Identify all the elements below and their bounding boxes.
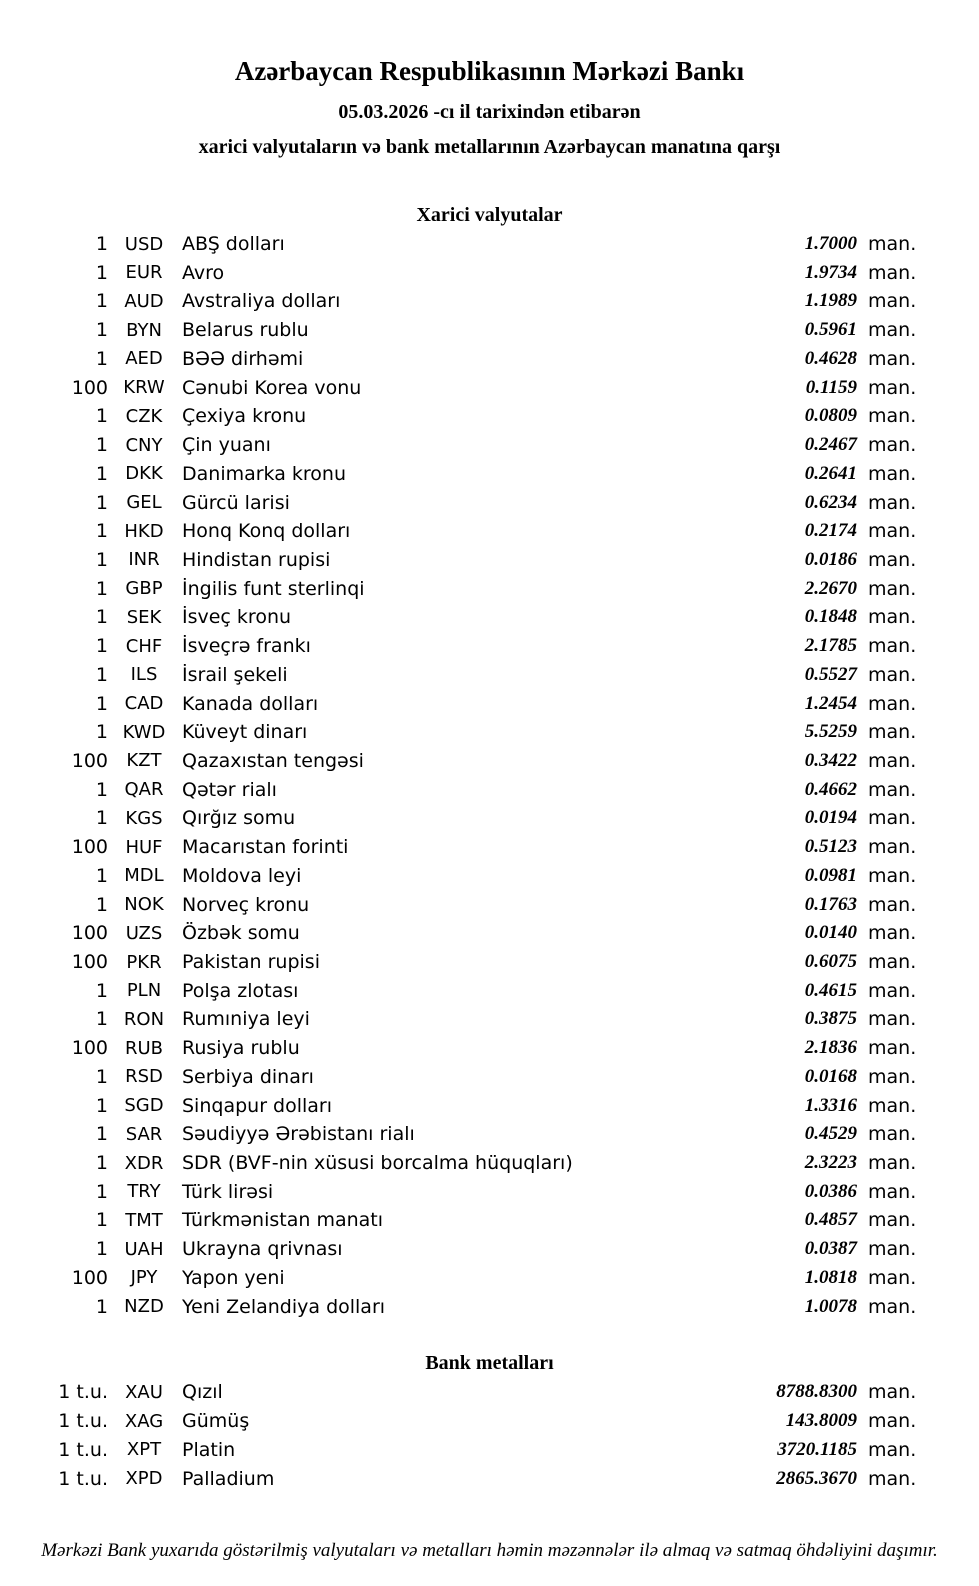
code-cell: INR xyxy=(128,549,160,571)
name-cell: Platin xyxy=(182,1438,236,1461)
table-row xyxy=(0,1149,923,1178)
table-row xyxy=(0,574,923,603)
name-cell: Küveyt dinarı xyxy=(182,721,308,744)
rate-cell: 0.0981 xyxy=(804,864,857,886)
name-cell: Serbiya dinarı xyxy=(182,1065,314,1088)
code-cell: RSD xyxy=(125,1066,163,1088)
name-cell: Polşa zlotası xyxy=(182,979,299,1002)
quantity-cell: 1 xyxy=(95,434,108,457)
name-cell: Palladium xyxy=(182,1467,275,1490)
quantity-cell: 100 xyxy=(71,922,108,945)
table-row xyxy=(0,1005,923,1034)
name-cell: Rumıniya leyi xyxy=(182,1008,310,1031)
name-cell: Belarus rublu xyxy=(182,319,309,342)
name-cell: Yapon yeni xyxy=(182,1266,285,1289)
table-row xyxy=(0,373,923,402)
code-cell: UZS xyxy=(125,922,163,944)
code-cell: GEL xyxy=(126,492,162,514)
table-row xyxy=(0,1464,923,1493)
unit-cell: man. xyxy=(868,778,917,801)
rate-cell: 0.6075 xyxy=(804,951,857,973)
quantity-cell: 1 xyxy=(95,692,108,715)
currency-rate-table xyxy=(0,230,979,1321)
name-cell: Hindistan rupisi xyxy=(182,548,331,571)
quantity-cell: 1 xyxy=(95,1238,108,1261)
table-row xyxy=(0,1264,923,1293)
table-row xyxy=(0,287,923,316)
quantity-cell: 100 xyxy=(71,1037,108,1060)
rate-cell: 0.2641 xyxy=(804,462,857,484)
page-title: Azərbaycan Respublikasının Mərkəzi Bankı xyxy=(234,56,745,86)
code-cell: JPY xyxy=(130,1267,158,1289)
code-cell: EUR xyxy=(125,262,163,284)
unit-cell: man. xyxy=(868,405,917,428)
name-cell: İsveçrə frankı xyxy=(182,635,311,658)
rate-cell: 1.1989 xyxy=(804,290,857,312)
code-cell: NZD xyxy=(124,1296,164,1318)
code-cell: HUF xyxy=(125,836,163,858)
rate-cell: 0.0194 xyxy=(804,807,857,829)
code-cell: RUB xyxy=(124,1037,164,1059)
table-row xyxy=(0,1206,923,1235)
table-row xyxy=(0,258,923,287)
quantity-cell: 1 xyxy=(95,1094,108,1117)
name-cell: Qızıl xyxy=(182,1381,223,1404)
table-row xyxy=(0,431,923,460)
code-cell: ILS xyxy=(130,664,158,686)
table-row xyxy=(0,402,923,431)
code-cell: BYN xyxy=(126,319,162,341)
unit-cell: man. xyxy=(868,864,917,887)
unit-cell: man. xyxy=(868,376,917,399)
table-row xyxy=(0,718,923,747)
code-cell: AUD xyxy=(124,290,164,312)
table-row xyxy=(0,1091,923,1120)
unit-cell: man. xyxy=(868,635,917,658)
rate-cell: 0.4615 xyxy=(804,979,857,1001)
name-cell: Rusiya rublu xyxy=(182,1037,300,1060)
quantity-cell: 1 xyxy=(95,1209,108,1232)
unit-cell: man. xyxy=(868,1094,917,1117)
name-cell: Ukrayna qrivnası xyxy=(182,1238,343,1261)
unit-cell: man. xyxy=(868,721,917,744)
unit-cell: man. xyxy=(868,462,917,485)
name-cell: Norveç kronu xyxy=(182,893,310,916)
code-cell: TMT xyxy=(125,1209,163,1231)
code-cell: TRY xyxy=(127,1181,161,1203)
rate-cell: 2.2670 xyxy=(804,577,857,599)
code-cell: NOK xyxy=(124,894,164,916)
unit-cell: man. xyxy=(868,1123,917,1146)
unit-cell: man. xyxy=(868,951,917,974)
unit-cell: man. xyxy=(868,577,917,600)
table-row xyxy=(0,546,923,575)
quantity-cell: 1 xyxy=(95,1123,108,1146)
name-cell: Türk lirəsi xyxy=(182,1180,274,1203)
quantity-cell: 100 xyxy=(71,1266,108,1289)
table-row xyxy=(0,1435,923,1464)
unit-cell: man. xyxy=(868,319,917,342)
quantity-cell: 1 xyxy=(95,520,108,543)
name-cell: Pakistan rupisi xyxy=(182,951,320,974)
unit-cell: man. xyxy=(868,922,917,945)
unit-cell: man. xyxy=(868,434,917,457)
rate-cell: 0.1848 xyxy=(804,606,857,628)
quantity-cell: 1 xyxy=(95,635,108,658)
subtitle: xarici valyutaların və bank metallarının Azərbaycan manatına qarşı xyxy=(198,135,781,158)
code-cell: PLN xyxy=(126,980,162,1002)
rate-cell: 0.3875 xyxy=(804,1008,857,1030)
quantity-cell: 1 xyxy=(95,807,108,830)
rate-cell: 0.1159 xyxy=(805,376,857,398)
rate-cell: 0.5123 xyxy=(804,836,857,858)
code-cell: USD xyxy=(124,233,164,255)
table-row xyxy=(0,775,923,804)
table-row xyxy=(0,804,923,833)
table-row xyxy=(0,890,923,919)
name-cell: SDR (BVF-nin xüsusi borcalma hüquqları) xyxy=(182,1152,573,1175)
code-cell: XPT xyxy=(126,1439,162,1461)
name-cell: Qazaxıstan tengəsi xyxy=(182,749,364,772)
quantity-cell: 1 xyxy=(95,663,108,686)
unit-cell: man. xyxy=(868,233,917,256)
name-cell: Səudiyyə Ərəbistanı rialı xyxy=(182,1123,415,1146)
table-row xyxy=(0,1120,923,1149)
quantity-cell: 1 xyxy=(95,233,108,256)
quantity-cell: 1 xyxy=(95,864,108,887)
quantity-cell: 1 xyxy=(95,1008,108,1031)
name-cell: Çexiya kronu xyxy=(182,405,307,428)
rate-cell: 0.0140 xyxy=(804,922,857,944)
unit-cell: man. xyxy=(868,1209,917,1232)
unit-cell: man. xyxy=(868,1295,917,1318)
disclaimer-text: Mərkəzi Bank yuxarıda göstərilmiş valyutaları və metalları həmin məzənnələr ilə almaq və satmaq öhdəliyini daşımır. xyxy=(41,1539,938,1561)
unit-cell: man. xyxy=(868,979,917,1002)
quantity-cell: 1 xyxy=(95,347,108,370)
name-cell: Sinqapur dolları xyxy=(182,1094,333,1117)
table-row xyxy=(0,517,923,546)
unit-cell: man. xyxy=(868,1238,917,1261)
code-cell: SEK xyxy=(126,606,162,628)
table-row xyxy=(0,976,923,1005)
quantity-cell: 1 xyxy=(95,1180,108,1203)
code-cell: KRW xyxy=(123,377,165,399)
rate-cell: 0.0386 xyxy=(804,1180,857,1202)
rate-cell: 0.6234 xyxy=(804,491,857,513)
quantity-cell: 1 xyxy=(95,462,108,485)
code-cell: RON xyxy=(123,1008,165,1030)
unit-cell: man. xyxy=(868,1037,917,1060)
table-row xyxy=(0,833,923,862)
table-row xyxy=(0,948,923,977)
table-row xyxy=(0,632,923,661)
code-cell: AED xyxy=(125,348,163,370)
unit-cell: man. xyxy=(868,1381,917,1404)
rate-cell: 0.0387 xyxy=(804,1238,857,1260)
table-row xyxy=(0,1177,923,1206)
name-cell: Kanada dolları xyxy=(182,692,319,715)
unit-cell: man. xyxy=(868,893,917,916)
code-cell: MDL xyxy=(124,865,164,887)
quantity-cell: 1 xyxy=(95,261,108,284)
rate-cell: 0.0186 xyxy=(804,548,857,570)
name-cell: İsveç kronu xyxy=(182,606,292,629)
code-cell: CAD xyxy=(124,693,164,715)
rate-cell: 0.4662 xyxy=(804,778,857,800)
unit-cell: man. xyxy=(868,749,917,772)
name-cell: Çin yuanı xyxy=(182,434,271,457)
rate-cell: 1.0818 xyxy=(804,1266,857,1288)
table-row xyxy=(0,689,923,718)
code-cell: XAU xyxy=(125,1381,163,1403)
name-cell: Gürcü larisi xyxy=(182,491,290,514)
table-row xyxy=(0,1034,923,1063)
rate-cell: 3720.1185 xyxy=(777,1438,857,1460)
quantity-cell: 1 t.u. xyxy=(58,1438,108,1461)
rate-cell: 0.0168 xyxy=(804,1065,857,1087)
name-cell: Qətər rialı xyxy=(182,778,277,801)
quantity-cell: 1 xyxy=(95,577,108,600)
table-row xyxy=(0,747,923,776)
rate-cell: 143.8009 xyxy=(785,1410,857,1432)
quantity-cell: 1 t.u. xyxy=(58,1467,108,1490)
unit-cell: man. xyxy=(868,290,917,313)
unit-cell: man. xyxy=(868,1266,917,1289)
rate-cell: 0.4857 xyxy=(804,1209,857,1231)
code-cell: KGS xyxy=(125,807,163,829)
name-cell: BƏƏ dirhəmi xyxy=(182,347,304,370)
rate-cell: 5.5259 xyxy=(804,721,857,743)
rate-cell: 1.2454 xyxy=(804,692,857,714)
table-row xyxy=(0,862,923,891)
rate-cell: 1.7000 xyxy=(804,233,857,255)
code-cell: CHF xyxy=(125,635,163,657)
name-cell: Danimarka kronu xyxy=(182,462,347,485)
unit-cell: man. xyxy=(868,1410,917,1433)
table-row xyxy=(0,459,923,488)
rate-cell: 0.2467 xyxy=(804,434,857,456)
unit-cell: man. xyxy=(868,1008,917,1031)
name-cell: Moldova leyi xyxy=(182,864,302,887)
name-cell: İsrail şekeli xyxy=(182,663,288,686)
code-cell: QAR xyxy=(124,779,164,801)
unit-cell: man. xyxy=(868,520,917,543)
quantity-cell: 100 xyxy=(71,749,108,772)
table-row xyxy=(0,919,923,948)
rate-cell: 0.5961 xyxy=(804,319,857,341)
unit-cell: man. xyxy=(868,1152,917,1175)
unit-cell: man. xyxy=(868,261,917,284)
table-row xyxy=(0,603,923,632)
code-cell: HKD xyxy=(124,520,164,542)
table-row xyxy=(0,316,923,345)
unit-cell: man. xyxy=(868,1065,917,1088)
quantity-cell: 1 xyxy=(95,491,108,514)
name-cell: Özbək somu xyxy=(182,922,300,945)
table-row xyxy=(0,660,923,689)
unit-cell: man. xyxy=(868,1180,917,1203)
rate-cell: 0.1763 xyxy=(804,893,857,915)
unit-cell: man. xyxy=(868,1467,917,1490)
quantity-cell: 1 xyxy=(95,778,108,801)
rate-cell: 1.9734 xyxy=(804,261,857,283)
unit-cell: man. xyxy=(868,663,917,686)
name-cell: Türkmənistan manatı xyxy=(182,1209,384,1232)
code-cell: XAG xyxy=(124,1410,164,1432)
table-row xyxy=(0,1063,923,1092)
quantity-cell: 1 xyxy=(95,1152,108,1175)
name-cell: Avstraliya dolları xyxy=(182,290,341,313)
metals-section-heading: Bank metalları xyxy=(425,1352,554,1374)
quantity-cell: 1 t.u. xyxy=(58,1381,108,1404)
metals-rate-table xyxy=(0,1378,979,1493)
quantity-cell: 100 xyxy=(71,836,108,859)
name-cell: ABŞ dolları xyxy=(182,233,285,256)
rate-cell: 0.3422 xyxy=(804,749,857,771)
rate-cell: 0.4628 xyxy=(804,347,857,369)
unit-cell: man. xyxy=(868,692,917,715)
table-row xyxy=(0,1407,923,1436)
name-cell: İngilis funt sterlinqi xyxy=(182,577,365,600)
code-cell: GBP xyxy=(125,578,163,600)
effective-date: 05.03.2026 -cı il tarixindən etibarən xyxy=(338,100,641,123)
quantity-cell: 1 xyxy=(95,405,108,428)
code-cell: CZK xyxy=(125,405,163,427)
name-cell: Avro xyxy=(182,261,225,284)
code-cell: SAR xyxy=(125,1123,163,1145)
code-cell: KZT xyxy=(126,750,162,772)
table-row xyxy=(0,1235,923,1264)
code-cell: SGD xyxy=(124,1095,164,1117)
unit-cell: man. xyxy=(868,491,917,514)
name-cell: Macarıstan forinti xyxy=(182,836,349,859)
unit-cell: man. xyxy=(868,836,917,859)
name-cell: Yeni Zelandiya dolları xyxy=(182,1295,386,1318)
code-cell: CNY xyxy=(125,434,163,456)
rate-cell: 0.5527 xyxy=(804,663,857,685)
unit-cell: man. xyxy=(868,1438,917,1461)
unit-cell: man. xyxy=(868,807,917,830)
name-cell: Gümüş xyxy=(182,1410,250,1433)
quantity-cell: 1 xyxy=(95,1065,108,1088)
table-row xyxy=(0,1378,923,1407)
name-cell: Cənubi Korea vonu xyxy=(182,376,362,399)
quantity-cell: 1 xyxy=(95,979,108,1002)
rate-cell: 1.0078 xyxy=(804,1295,857,1317)
table-row xyxy=(0,488,923,517)
rate-cell: 2865.3670 xyxy=(776,1467,857,1489)
rate-cell: 8788.8300 xyxy=(776,1381,857,1403)
table-row xyxy=(0,345,923,374)
rate-cell: 2.1785 xyxy=(804,635,857,657)
quantity-cell: 1 xyxy=(95,606,108,629)
code-cell: PKR xyxy=(126,951,162,973)
name-cell: Honq Konq dolları xyxy=(182,520,351,543)
quantity-cell: 1 xyxy=(95,721,108,744)
code-cell: KWD xyxy=(122,721,166,743)
unit-cell: man. xyxy=(868,606,917,629)
quantity-cell: 1 xyxy=(95,319,108,342)
unit-cell: man. xyxy=(868,548,917,571)
rate-cell: 0.2174 xyxy=(804,520,857,542)
quantity-cell: 1 xyxy=(95,290,108,313)
rate-cell: 2.1836 xyxy=(804,1037,857,1059)
rate-cell: 0.4529 xyxy=(804,1123,857,1145)
table-row xyxy=(0,230,923,259)
code-cell: UAH xyxy=(124,1238,164,1260)
quantity-cell: 100 xyxy=(71,951,108,974)
rate-cell: 2.3223 xyxy=(804,1152,857,1174)
name-cell: Qırğız somu xyxy=(182,807,296,830)
unit-cell: man. xyxy=(868,347,917,370)
code-cell: XDR xyxy=(124,1152,164,1174)
quantity-cell: 100 xyxy=(71,376,108,399)
quantity-cell: 1 t.u. xyxy=(58,1410,108,1433)
code-cell: XPD xyxy=(125,1468,163,1490)
currencies-section-heading: Xarici valyutalar xyxy=(416,203,563,226)
quantity-cell: 1 xyxy=(95,893,108,916)
code-cell: DKK xyxy=(125,463,163,485)
quantity-cell: 1 xyxy=(95,1295,108,1318)
table-row xyxy=(0,1292,923,1321)
rate-cell: 0.0809 xyxy=(804,405,857,427)
rate-cell: 1.3316 xyxy=(804,1094,857,1116)
quantity-cell: 1 xyxy=(95,548,108,571)
